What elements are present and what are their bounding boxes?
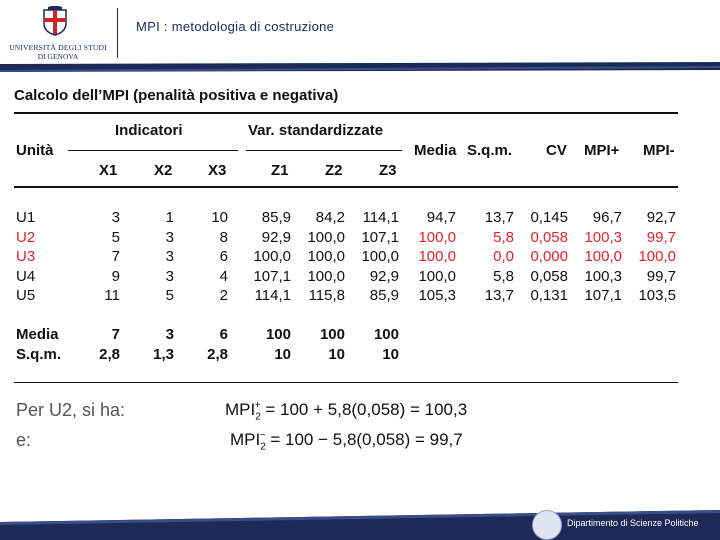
summary-cell: 6 [219,326,228,343]
formula-mpi-minus-sup: − [259,430,266,442]
summary-cell: 10 [328,346,345,363]
formula-mpi-plus [225,400,467,422]
summary-cell: 2,8 [207,346,228,363]
formula-mpi-plus-rhs: = 100 + 5,8(0,058) = 100,3 [265,400,468,419]
header-var-standardizzate: Var. standardizzate [248,122,384,139]
col-mpi-plus: MPI+ [584,142,620,159]
table-cell: 99,7 [646,229,676,246]
summary-cell: 10 [274,346,291,363]
table-cell: 100,0 [418,248,456,265]
table-cell: 85,9 [369,287,399,304]
logo-text-line1: UNIVERSITÀ DEGLI STUDI [9,43,107,52]
table-cell: 85,9 [261,209,291,226]
table-cell: 6 [219,248,228,265]
col-sqm: S.q.m. [467,142,513,159]
summary-cell: 3 [165,326,174,343]
table-cell: 115,8 [308,287,345,304]
table-cell: 3 [111,209,120,226]
table-cell: 0,145 [530,209,568,226]
table-cell: 100,0 [418,229,456,246]
col-media: Media [414,142,457,159]
table-cell: 0,000 [530,248,568,265]
table-bottom-rule [14,382,678,383]
table-cell: 5,8 [493,229,514,246]
slide-title: MPI : metodologia di costruzione [136,19,335,34]
col-x1: X1 [99,162,118,179]
table-cell: 7 [111,248,120,265]
table-row-unit: U2 [16,229,36,246]
table-cell: 100,0 [361,248,399,265]
formula-mpi-plus-sub: 2 [255,411,261,423]
table-cell: 9 [111,268,120,285]
table-cell: 100,0 [307,248,345,265]
col-x3: X3 [208,162,227,179]
table-cell: 107,1 [253,268,291,285]
table-cell: 114,1 [362,209,399,226]
table-cell: 3 [165,248,174,265]
table-cell: 13,7 [484,287,514,304]
table-cell: 4 [219,268,228,285]
col-cv: CV [546,142,567,159]
table-header-rule [14,186,678,188]
table-cell: 92,9 [261,229,291,246]
table-cell: 114,1 [254,287,291,304]
formula-mpi-minus [230,430,463,452]
formula-intro: Per U2, si ha: [16,400,126,420]
table-cell: 0,058 [530,229,568,246]
table-cell: 5 [165,287,174,304]
table-cell: 100,3 [584,268,622,285]
table-row-unit: U3 [16,248,36,265]
table-cell: 0,131 [530,287,568,304]
table-cell: 105,3 [418,287,456,304]
summary-cell: 10 [382,346,399,363]
department-name: Dipartimento di Scienze Politiche [567,518,699,528]
table-cell: 100,0 [307,229,345,246]
table-cell: 103,5 [638,287,676,304]
table-row-unit: U4 [16,268,36,285]
table-cell: 8 [219,229,228,246]
table-cell: 1 [165,209,174,226]
formula-mpi-minus-base: MPI [230,430,261,449]
logo-text-line2: DI GENOVA [37,52,79,61]
table-cell: 5 [111,229,120,246]
header-divider [117,8,118,58]
table-cell: 13,7 [484,209,514,226]
summary-cell: 1,3 [153,346,174,363]
indicatori-underline [68,150,238,151]
table-top-rule [14,112,678,114]
table-cell: 10 [211,209,228,226]
summary-cell: 100 [373,326,399,343]
table-cell: 84,2 [315,209,345,226]
summary-label: S.q.m. [16,346,62,363]
col-z2: Z2 [325,162,343,179]
table-cell: 92,9 [369,268,399,285]
table-cell: 3 [165,268,174,285]
table-title: Calcolo dell’MPI (penalità positiva e negativa) [14,87,339,104]
col-z1: Z1 [271,162,289,179]
var-underline [246,150,402,151]
table-cell: 100,0 [307,268,345,285]
table-cell: 100,0 [584,248,622,265]
formula-mpi-plus-base: MPI [225,400,256,419]
table-cell: 100,0 [418,268,456,285]
table-row-unit: U1 [16,209,36,226]
table-cell: 92,7 [646,209,676,226]
formula-mpi-plus-sup: + [254,400,261,412]
table-cell: 100,0 [638,248,676,265]
university-logo [8,6,108,62]
department-seal-icon [532,510,562,540]
table-cell: 96,7 [592,209,622,226]
col-z3: Z3 [379,162,397,179]
formula-mpi-minus-rhs: = 100 − 5,8(0,058) = 99,7 [270,430,463,449]
summary-cell: 100 [319,326,345,343]
slide-header [0,0,720,66]
table-cell: 99,7 [646,268,676,285]
table-cell: 0,0 [493,248,514,265]
col-mpi-minus: MPI- [643,142,675,159]
summary-cell: 2,8 [99,346,120,363]
table-cell: 2 [219,287,228,304]
formula-mpi-minus-sub: 2 [260,441,266,453]
summary-cell: 100 [265,326,291,343]
header-band [0,62,720,72]
header-unita: Unità [16,142,54,159]
formula-intro-2: e: [16,430,32,450]
table-cell: 0,058 [530,268,568,285]
summary-cell: 7 [111,326,120,343]
header-indicatori: Indicatori [115,122,183,139]
table-cell: 100,3 [584,229,622,246]
table-cell: 94,7 [426,209,456,226]
col-x2: X2 [154,162,173,179]
table-cell: 107,1 [584,287,622,304]
table-cell: 3 [165,229,174,246]
table-row-unit: U5 [16,287,36,304]
university-crest-icon [42,6,68,36]
table-cell: 5,8 [493,268,514,285]
table-cell: 107,1 [361,229,399,246]
summary-label: Media [16,326,59,343]
table-cell: 11 [104,287,120,304]
table-cell: 100,0 [253,248,291,265]
